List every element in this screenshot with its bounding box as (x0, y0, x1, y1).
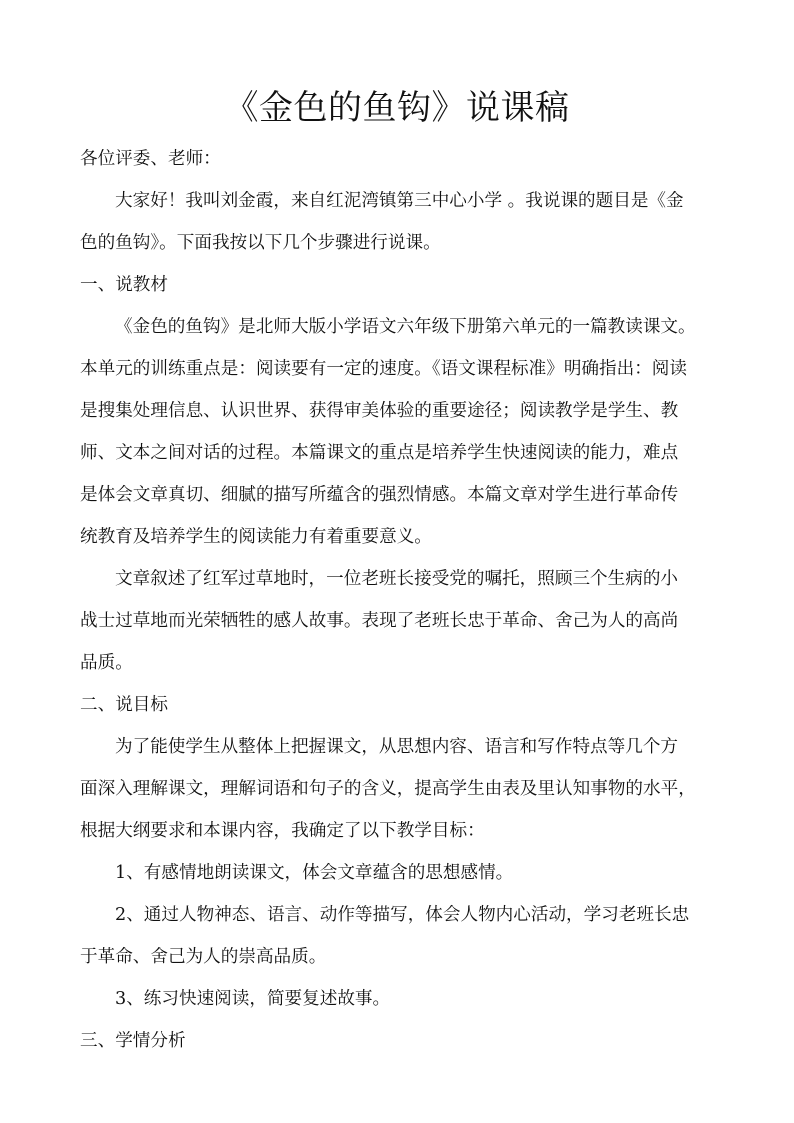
paragraph-line: 面深入理解课文，理解词语和句子的含义，提高学生由表及里认知事物的水平， (80, 779, 696, 799)
paragraph-line: 统教育及培养学生的阅读能力有着重要意义。 (80, 527, 432, 547)
paragraph-line: 是体会文章真切、细腻的描写所蕴含的强烈情感。本篇文章对学生进行革命传 (80, 485, 679, 505)
list-item: 1、有感情地朗读课文，体会文章蕴含的思想感情。 (115, 863, 514, 883)
section-heading: 二、说目标 (80, 695, 168, 715)
paragraph-line: 《金色的鱼钩》是北师大版小学语文六年级下册第六单元的一篇教读课文。 (115, 317, 696, 337)
paragraph-line: 师、文本之间对话的过程。本篇课文的重点是培养学生快速阅读的能力，难点 (80, 443, 679, 463)
paragraph-line: 战士过草地而光荣牺牲的感人故事。表现了老班长忠于革命、舍己为人的高尚 (80, 611, 679, 631)
section-heading: 一、说教材 (80, 275, 168, 295)
paragraph-line: 根据大纲要求和本课内容，我确定了以下教学目标： (80, 821, 485, 841)
paragraph-line: 文章叙述了红军过草地时，一位老班长接受党的嘱托，照顾三个生病的小 (115, 569, 679, 589)
paragraph-line: 本单元的训练重点是：阅读要有一定的速度。《语文课程标准》明确指出：阅读 (80, 359, 687, 379)
paragraph-line: 大家好！我叫刘金霞，来自红泥湾镇第三中心小学 。我说课的题目是《金 (115, 191, 684, 211)
paragraph-line: 色的鱼钩》。下面我按以下几个步骤进行说课。 (80, 233, 441, 253)
paragraph-line: 品质。 (80, 653, 133, 673)
greeting-line: 各位评委、老师： (80, 149, 221, 169)
list-item: 2、通过人物神态、语言、动作等描写，体会人物内心活动，学习老班长忠 (115, 905, 690, 925)
list-item-continuation: 于革命、舍己为人的崇高品质。 (80, 947, 327, 967)
paragraph-line: 为了能使学生从整体上把握课文，从思想内容、语言和写作特点等几个方 (115, 737, 679, 757)
section-heading: 三、学情分析 (80, 1031, 186, 1051)
paragraph-line: 是搜集处理信息、认识世界、获得审美体验的重要途径；阅读教学是学生、教 (80, 401, 679, 421)
document-title: 《金色的鱼钩》说课稿 (224, 88, 570, 128)
list-item: 3、练习快速阅读，简要复述故事。 (115, 989, 391, 1009)
